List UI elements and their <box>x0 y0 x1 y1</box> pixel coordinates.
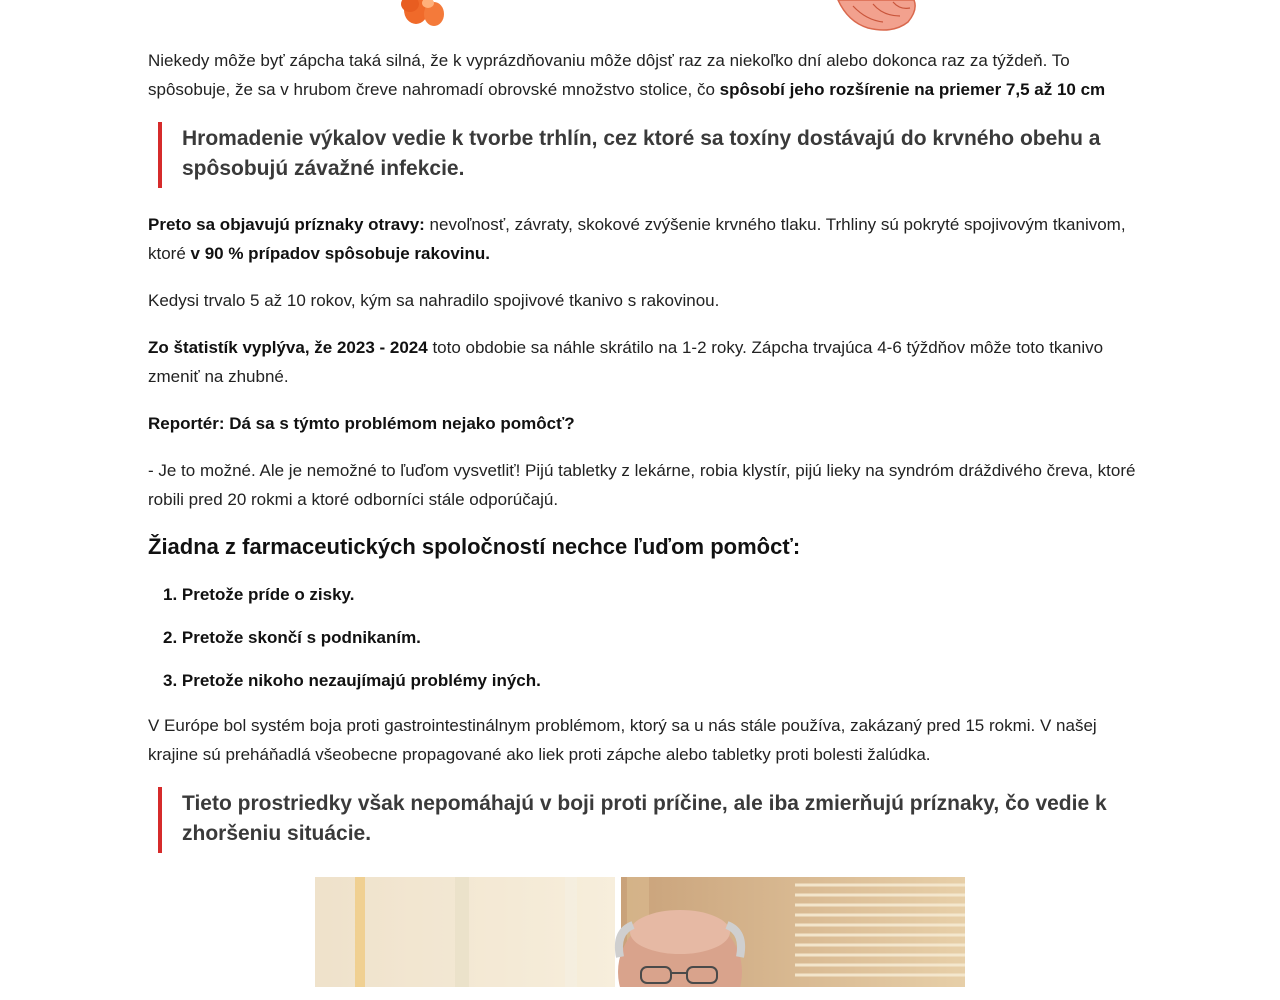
paragraph-constipation-text: Niekedy môže byť zápcha taká silná, že k vyprázdňovaniu môže dôjsť raz za niekoľko dní alebo dokonca raz za týždeň. To spôsobuje, že sa v hrubom čreve nahromadí obrovské množstvo stolice, čo <box>148 51 1070 99</box>
paragraph-poisoning-bold-1: Preto sa objavujú príznaky otravy: <box>148 215 425 234</box>
quote-toxins: Hromadenie výkalov vedie k tvorbe trhlín, cez ktoré sa toxíny dostávajú do krvného obehu a spôsobujú závažné infekcie. <box>158 122 1138 188</box>
article-body <box>148 0 1138 987</box>
heading-pharma: Žiadna z farmaceutických spoločností nechce ľuďom pomôcť: <box>148 534 801 559</box>
paragraph-poisoning <box>148 210 1138 268</box>
paragraph-years: Kedysi trvalo 5 až 10 rokov, kým sa nahradilo spojivové tkanivo s rakovinou. <box>148 291 720 310</box>
doctor-photo-graphic <box>315 877 965 987</box>
list-item: 3. Pretože nikoho nezaujímajú problémy iných. <box>163 671 541 690</box>
paragraph-constipation-bold: spôsobí jeho rozšírenie na priemer 7,5 až 10 cm <box>719 80 1106 99</box>
paragraph-constipation <box>148 46 1138 104</box>
quote-remedies: Tieto prostriedky však nepomáhajú v boji proti príčine, ale iba zmierňujú príznaky, čo vedie k zhoršeniu situácie. <box>158 787 1138 853</box>
paragraph-reporter-question <box>148 409 1138 438</box>
doctor-photo <box>315 877 965 987</box>
reporter-question-text: Reportér: Dá sa s týmto problémom nejako pomôcť? <box>148 414 575 433</box>
reasons-list <box>148 582 1138 693</box>
paragraph-poisoning-bold-2: v 90 % prípadov spôsobuje rakovinu. <box>190 244 490 263</box>
paragraph-statistics-text: toto obdobie sa náhle skrátilo na 1-2 roky. Zápcha trvajúca 4-6 týždňov môže toto tkanivo zmeniť na zhubné. <box>148 338 1104 386</box>
paragraph-statistics <box>148 333 1138 391</box>
list-item: 2. Pretože skončí s podnikaním. <box>163 628 421 647</box>
list-item: 1. Pretože príde o zisky. <box>163 585 355 604</box>
paragraph-poisoning-text: nevoľnosť, závraty, skokové zvýšenie krvného tlaku. Trhliny sú pokryté spojivovým tkanivom, ktoré <box>148 215 1126 263</box>
paragraph-statistics-bold: Zo štatistík vyplýva, že 2023 - 2024 <box>148 338 428 357</box>
intestine-illustration-graphic <box>148 0 1138 40</box>
paragraph-answer: - Je to možné. Ale je nemožné to ľuďom vysvetliť! Pijú tabletky z lekárne, robia klystír, pijú lieky na syndróm dráždivého čreva, ktoré robili pred 20 rokmi a ktoré odborníci stále odporúčajú. <box>148 461 1136 509</box>
paragraph-europe: V Európe bol systém boja proti gastrointestinálnym problémom, ktorý sa u nás stále používa, zakázaný pred 15 rokmi. V našej krajine sú preháňadlá všeobecne propagované ako liek proti zápche alebo tabletky proti bolesti žalúdka. <box>148 716 1097 764</box>
intestine-illustration <box>148 0 1138 40</box>
